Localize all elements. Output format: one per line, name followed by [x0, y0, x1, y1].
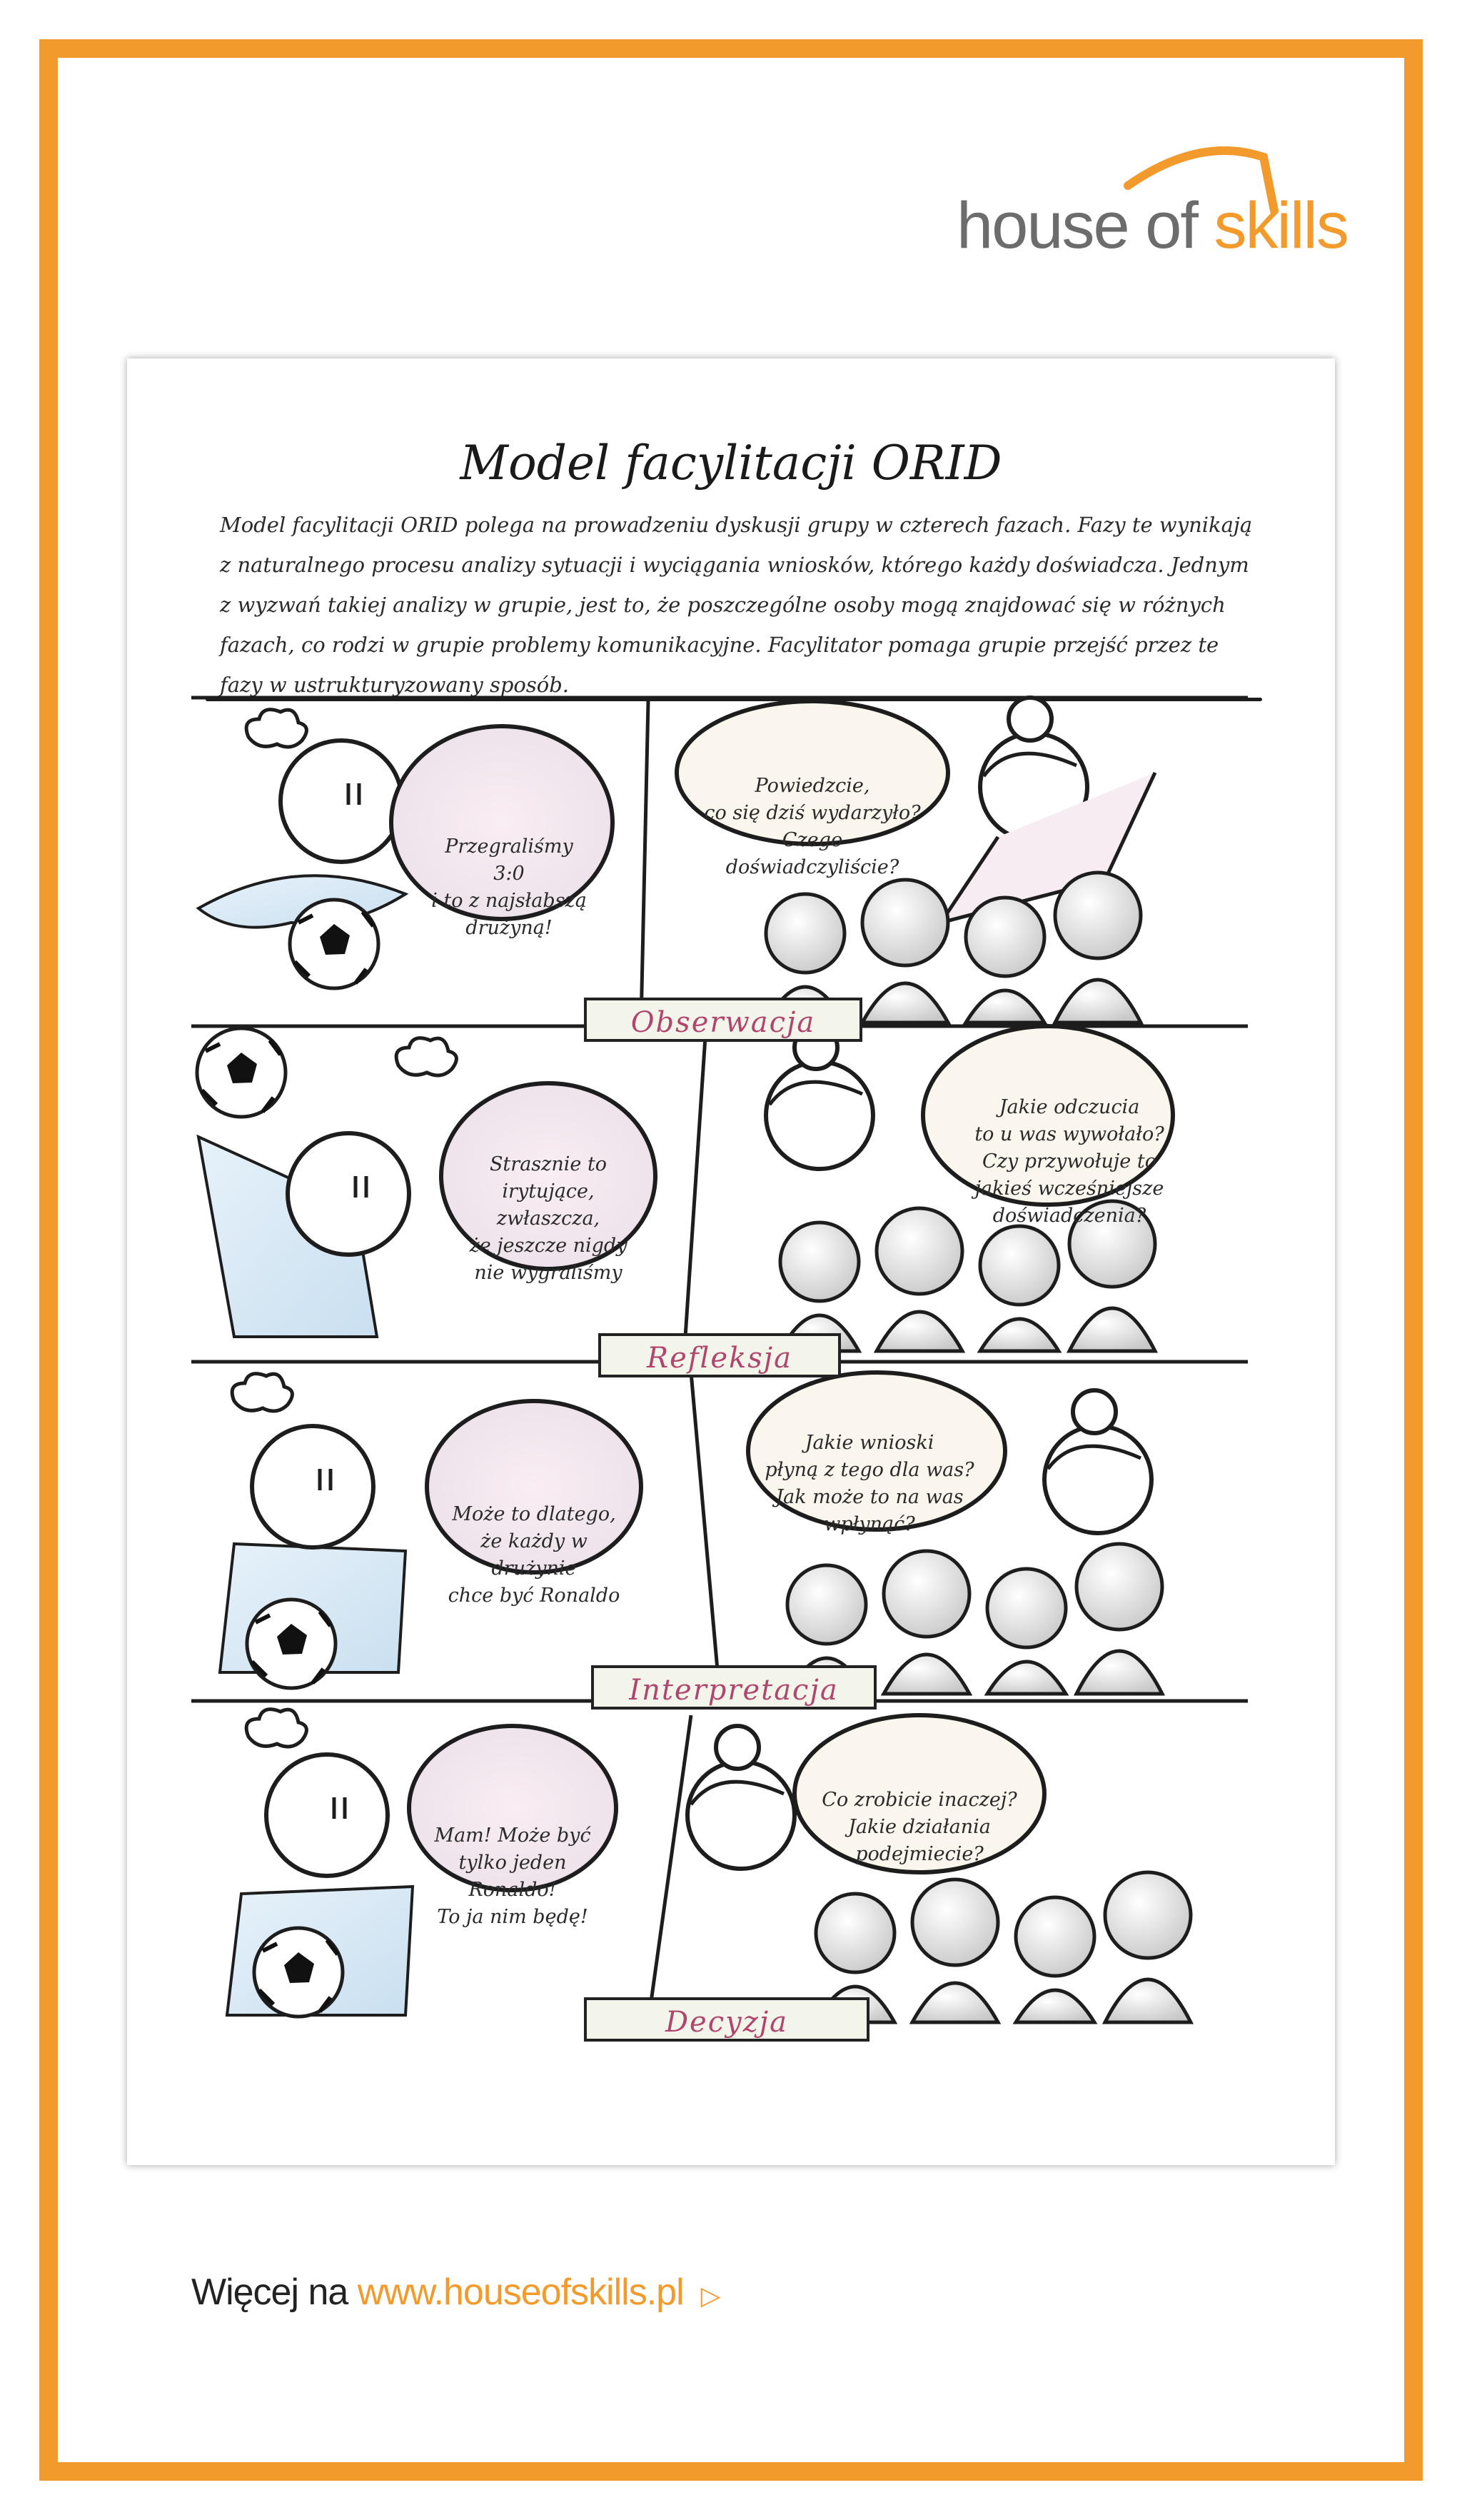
- play-arrow-icon[interactable]: ▷: [700, 2281, 720, 2310]
- house-of-skills-logo: [957, 143, 1348, 286]
- footer-prefix: Więcej na: [191, 2271, 358, 2313]
- bubble-line: płyną z tego dla was?: [765, 1459, 974, 1481]
- bubble-line: jakieś wcześniejsze: [974, 1178, 1164, 1200]
- phase-label-decyzja: Decyzja: [584, 1997, 869, 2042]
- bubble-line: Jakie odczucia: [999, 1096, 1140, 1118]
- page-title: Model facylitacji ORID: [460, 436, 1002, 491]
- bubble-line: podejmiecie?: [855, 1843, 984, 1865]
- bubble-line: to u was wywołało?: [974, 1123, 1164, 1145]
- phase-label-refleksja: Refleksja: [598, 1333, 841, 1377]
- bubble-line: Powiedzcie,: [755, 775, 870, 797]
- bubble-line: Jakie wnioski: [805, 1432, 934, 1454]
- bubble-line: wpłynąć?: [824, 1513, 915, 1535]
- phase-label-obserwacja: Obserwacja: [584, 998, 862, 1042]
- phase-label-interpretacja: Interpretacja: [591, 1665, 877, 1710]
- bubble-right-3-text: [759, 1430, 980, 1538]
- intro-paragraph: Model facylitacji ORID polega na prowadzeniu dyskusji grupy w czterech fazach. Fazy te wynikają z naturalnego procesu analizy sytuacji i wyciągania wniosków, którego każdy doświadcza. Jednym z wyzwań takiej analizy w grupie, jest to, że poszczególne osoby mogą znajdować się w różnych fazach, co rodzi w grupie problemy komunikacyjne. Facylitator pomaga grupie przejść przez te fazy w ustrukturyzowany sposób.: [220, 513, 1253, 697]
- logo-text-house-of: house of: [957, 189, 1214, 262]
- thought-cloud-icon: [246, 710, 306, 747]
- bubble-line: To ja nim będę!: [437, 1906, 588, 1928]
- bubble-line: Czy przywołuje to: [982, 1150, 1156, 1173]
- bubble-right-2-text: [966, 1094, 1173, 1230]
- bubble-left-2-text: [463, 1151, 634, 1287]
- bubble-line: nie wygraliśmy: [474, 1262, 622, 1284]
- bubble-line: irytujące, zwłaszcza,: [496, 1180, 600, 1230]
- bubble-left-3-text: [441, 1501, 627, 1610]
- panel-interpretacja: [191, 1372, 1248, 1701]
- bubble-line: Co zrobicie inaczej?: [822, 1789, 1017, 1811]
- logo-text-skills: skills: [1214, 189, 1348, 262]
- comic-strip: [191, 694, 1276, 2094]
- bubble-line: co się dziś wydarzyło?: [704, 802, 921, 824]
- bubble-line: Może to dlatego,: [452, 1503, 616, 1525]
- bubble-line: tylko jeden Ronaldo!: [458, 1852, 567, 1901]
- bubble-line: Przegraliśmy 3:0: [445, 835, 573, 885]
- logo-text: [957, 189, 1348, 262]
- football-icon: [290, 900, 378, 988]
- bubble-line: drużyną!: [465, 917, 553, 939]
- bubble-line: że każdy w drużynie: [480, 1530, 588, 1580]
- bubble-line: Mam! Może być: [434, 1824, 591, 1847]
- bubble-line: Czego doświadczyliście?: [725, 829, 899, 878]
- panel-decyzja: [227, 1710, 1191, 2022]
- boy-head-icon: [281, 741, 402, 862]
- orid-worksheet: [127, 358, 1335, 2165]
- bubble-right-4-text: [809, 1787, 1030, 1868]
- bubble-line: że jeszcze nigdy: [469, 1235, 627, 1257]
- bubble-right-1-text: [695, 773, 930, 881]
- bubble-left-1-text: [430, 833, 588, 942]
- bubble-left-4-text: [413, 1822, 612, 1931]
- bubble-line: chce być Ronaldo: [448, 1585, 620, 1607]
- bubble-line: Strasznie to: [489, 1153, 608, 1175]
- footer-link[interactable]: [191, 2271, 720, 2314]
- bubble-line: i to z najsłabszą: [431, 890, 587, 912]
- bubble-line: Jakie działania: [848, 1816, 991, 1838]
- website-link[interactable]: www.houseofskills.pl: [357, 2271, 684, 2313]
- bubble-line: Jak może to na was: [775, 1486, 964, 1508]
- bubble-line: doświadczenia?: [992, 1205, 1146, 1227]
